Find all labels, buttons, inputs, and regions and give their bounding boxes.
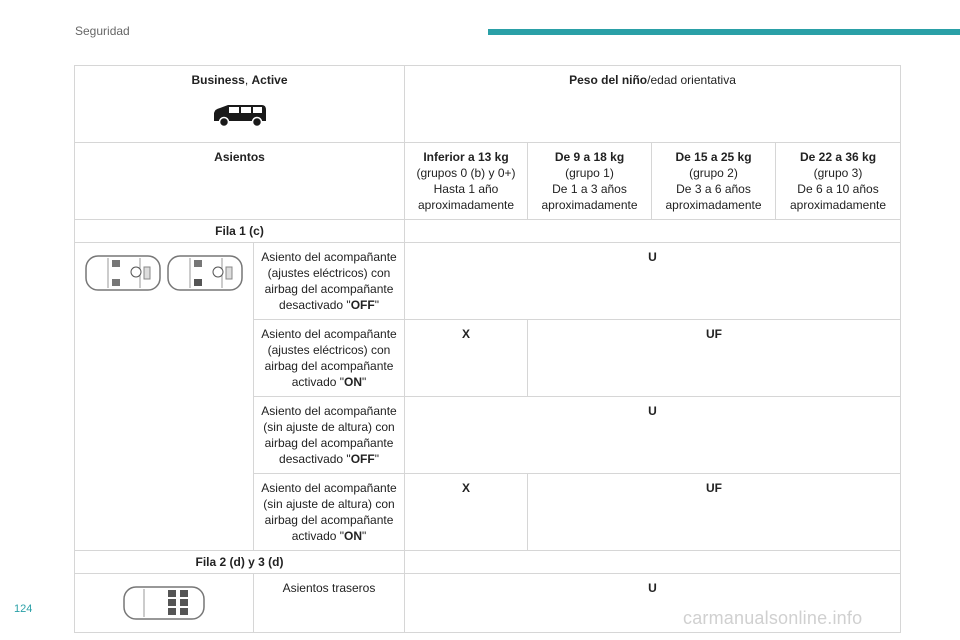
version-cell: Business, Active	[75, 66, 405, 143]
group-cell-0: Inferior a 13 kg (grupos 0 (b) y 0+) Hasta 1 año aproximadamente	[405, 143, 528, 220]
rear-seat-label: Asientos traseros	[254, 574, 405, 633]
section-title: Seguridad	[75, 24, 130, 38]
front-seat-car-icon	[84, 253, 162, 293]
seat-value-0: U	[405, 243, 901, 320]
seat-desc-1: Asiento del acompañante (ajustes eléctricos) con airbag del acompañante activado "ON"	[254, 320, 405, 397]
rear-seat-value: U	[405, 574, 901, 633]
seat-value-3-rest: UF	[528, 474, 901, 551]
watermark: carmanualsonline.info	[683, 608, 863, 628]
seat-value-3-first: X	[405, 474, 528, 551]
rear-seat-car-icon	[122, 584, 206, 622]
group-cell-1: De 9 a 18 kg (grupo 1) De 1 a 3 años aproximadamente	[528, 143, 652, 220]
table-row	[75, 551, 901, 574]
seat-desc-3: Asiento del acompañante (sin ajuste de altura) con airbag del acompañante activado "ON"	[254, 474, 405, 551]
seats-label: Asientos	[75, 143, 405, 220]
front-seat-diagrams	[75, 243, 254, 551]
table-row	[75, 66, 901, 143]
seat-value-1-rest: UF	[528, 320, 901, 397]
seat-value-2: U	[405, 397, 901, 474]
rear-seat-diagram	[75, 574, 254, 633]
group-cell-2: De 15 a 25 kg (grupo 2) De 3 a 6 años aproximadamente	[652, 143, 776, 220]
front-seat-car-icon-alt	[166, 253, 244, 293]
group-cell-3: De 22 a 36 kg (grupo 3) De 6 a 10 años aproximadamente	[776, 143, 901, 220]
row2-label: Fila 2 (d) y 3 (d)	[75, 551, 405, 574]
seat-value-1-first: X	[405, 320, 528, 397]
seat-desc-0: Asiento del acompañante (ajustes eléctricos) con airbag del acompañante desactivado "OFF"	[254, 243, 405, 320]
table-row	[75, 220, 901, 243]
weight-header-cell: Peso del niño/edad orientativa	[405, 66, 901, 143]
header-accent-bar	[488, 29, 960, 35]
row1-label: Fila 1 (c)	[75, 220, 405, 243]
table-row	[75, 243, 901, 320]
page-number: 124	[14, 603, 33, 615]
table-row	[75, 143, 901, 220]
seat-desc-2: Asiento del acompañante (sin ajuste de altura) con airbag del acompañante desactivado "OFF"	[254, 397, 405, 474]
child-seat-table	[74, 65, 901, 633]
van-side-icon	[210, 102, 270, 128]
